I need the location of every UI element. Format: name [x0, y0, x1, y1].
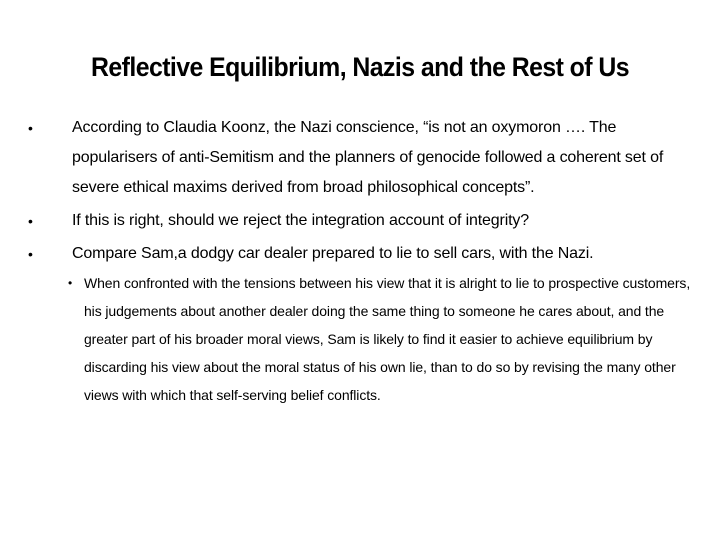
bullet-text: If this is right, should we reject the integration account of integrity?: [72, 212, 530, 229]
sub-bullet-text: When confronted with the tensions between his view that it is alright to lie to prospective customers, his judgements about another dealer doing the same thing to someone he cares about, and the greater part of his broader moral views, Sam is likely to find it easier to achieve equilibrium by discarding his view about the moral status of his own lie, than to do so by revising the many other views with which that self-serving belief conflicts.: [84, 275, 691, 403]
bullet-item-integration-question: [28, 206, 698, 236]
sub-bullet-item-sam-equilibrium: [28, 269, 698, 409]
bullet-marker: •: [28, 246, 33, 262]
bullet-marker: •: [28, 213, 33, 229]
bullet-item-koonz-quote: [28, 113, 698, 203]
sub-bullet-marker: •: [68, 276, 73, 290]
bullet-text: Compare Sam,a dodgy car dealer prepared to lie to sell cars, with the Nazi.: [72, 245, 594, 262]
sub-bullet-container: [28, 269, 698, 409]
bullet-marker: •: [28, 120, 33, 136]
bullet-item-sam-comparison: [28, 239, 698, 269]
bullet-text: According to Claudia Koonz, the Nazi conscience, “is not an oxymoron …. The popularisers of anti-Semitism and the planners of genocide followed a coherent set of severe ethical maxims derived from broad philosophical concepts”.: [72, 119, 664, 196]
sub-bullet-list: [28, 269, 698, 409]
bullet-list: [28, 113, 698, 409]
slide-title: Reflective Equilibrium, Nazis and the Rest of Us: [90, 52, 630, 82]
